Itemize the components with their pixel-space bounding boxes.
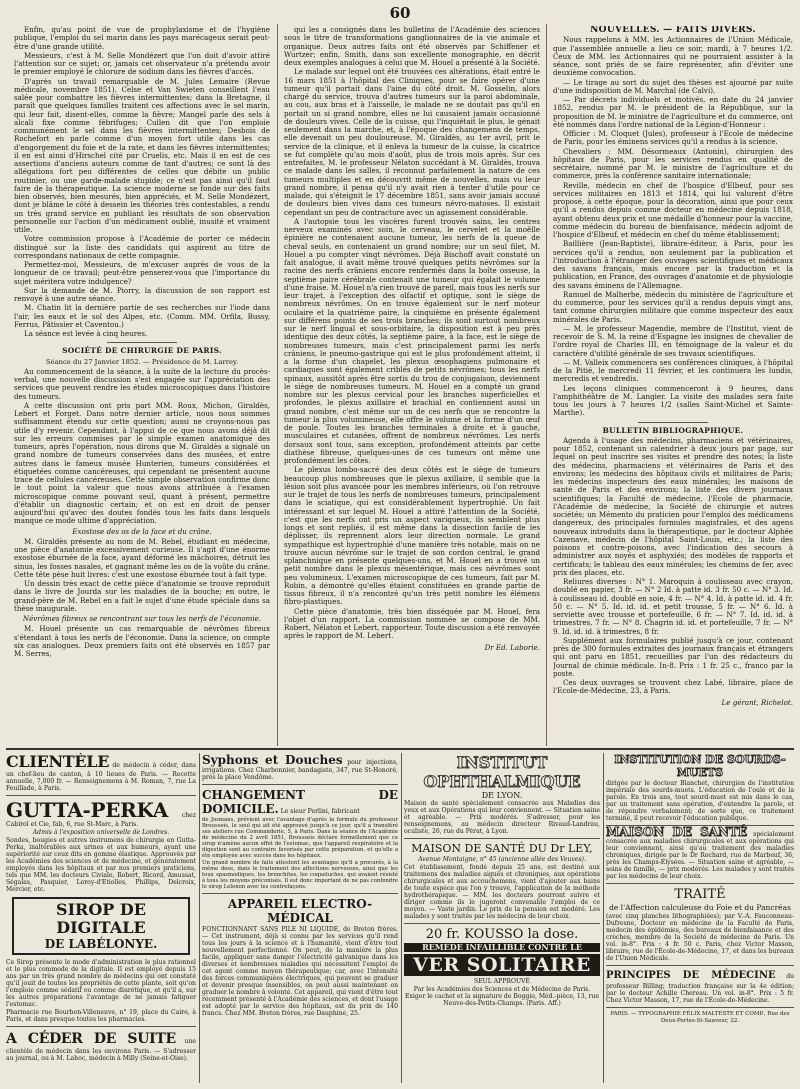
ad-column-3 xyxy=(404,753,600,1083)
paragraph: — Le tirage au sort du sujet des thèses est ajourné par suite d'une indisposition de M. Marchal (de Calvi). xyxy=(553,77,793,95)
paragraph: Cette pièce d'anatomie, très bien disséquée par M. Houel, fera l'objet d'un rapport. La commission nommée se compose de MM. Robert, Nélaton et Lebert, rapporteur. Toute discussion a été renvoyée après le rapport de M. Lebert. xyxy=(284,606,540,641)
column-rule-2 xyxy=(546,24,547,746)
paragraph: Reliures diverses : N° 1. Maroquin à coulisseau avec crayon, doublé en papier, 3 fr. — N° 2 Id. à patte id. 3 fr. 50 c. — N° 3. Id. à coulisseau id. doublé en soie, 4 fr. — N° 4. Id. à patte id. id. 4 fr. 50 c. — N° 5. Id. id. id. et petit trousse, 5 fr. — N° 6. Id. à serviette avec trousse et portefeuille, 6 fr. — N° 7. Id. id. id. à trimestres, 7 fr. — N° 8. Chagrin id. id. et portefeuille, 7 fr. — N° 9. Id. id. id. à trimestres, 8 fr. xyxy=(553,577,793,636)
paragraph: M. Giraldès présente au nom de M. Rebel, étudiant en médecine, une pièce d'anatomie excessivement curieuse. Il s'agit d'une énorme exostose éburnée de la face, ayant déformé les mâchoires, détruit les sinus, les fosses nasales, et gagnant même les os de la voûte du crâne. Cette tête pèse huit livres: c'est une exostose éburnée tout à fait type. xyxy=(14,536,270,579)
paragraph: Un dessin très exact de cette pièce d'anatomie se trouve reproduit dans le livre de Jourda sur les maladies de la bouche; en outre, le grand-père de M. Rebel en a fait le sujet d'une étude spéciale dans sa thèse inaugurale. xyxy=(14,579,270,613)
paragraph: A l'autopsie tous les viscères furent trouvés sains, les centres nerveux examinés avec soin, le cerveau, le cervelet et la moëlle épinière ne contenaient aucune tumeur, les nerfs de la queue de cheval seuls, en contenaient un grand nombre; sur un seul filet, M. Houel a pu compter vingt névrômes. Déjà Bischoff avait constaté un fait analogue, il avait même trouvé quelques petits névrômes sur la racine des nerfs crâniens encore renfermés dans la boîte osseuse, la septième paire cérébrale contenait une tumeur qui égalait le volume d'une fraise. M. Houel n'a rien trouvé de pareil, mais tous les nerfs sur leur trajet, à l'exception des olfactif et optique, sont le siège de nombreux névrômes. On en trouve également sur le nerf moteur oculaire et la quatrième paire, la cinquième en présente également sur différens points de ses trois branches; ils sont surtout nombreux sur le nerf lingual et sous-orbitaire, la disposition est à peu près identique des deux côtés, la septième paire, à la face, est le siège de nombreuses tumeurs, mais c'est principalement parmi les nerfs crâniens, le pneumo-gastrique qui est le plus profondément atteint, il a la forme d'un chapelet, les plexus œsophagiens pulmonaire et cardiaques sont également criblés de petits névrômes; tous les nerfs spinaux, aussitôt après être sortis du trou de conjugaison, deviennent le siège de nombreuses tumeurs. M. Houel en a compté un grand nombre sur les plexus cervical pour les branches superficielles et profondes, le plexus axillaire et brachial en contiennent aussi un grand nombre, c'est même sur un de ces nerfs que se rencontre la tumeur la plus volumineuse, elle offre le volume et la forme d'un œuf de poule. Toutes les branches terminales à droite et à gauche, musculaires et cutanées, offrent de nombreux névrômes. Les nerfs dorsaux sont tous, sans exception, profondément atteints par cette diathèse fibreuse, quelques-unes de ces tumeurs ont même une profondément les côtes. xyxy=(284,216,540,465)
paragraph: D'après un travail remarquable de M. Jules Lemaire (Revue médicale, novembre 1851), Celse et Van Swieten conseillent l'eau salée pour combattre les fièvres intermittentes; dans la Bretagne, il paraît que quelques familles traitent ces affections avec le sel marin, qui leur fait, disent-elles, comme la fièvre; Mangel parle des sels à alcali fixe comme fébrifuges; Cullen dit que l'on emploie communément le sel dans les fièvres intermittentes; Desbois de Rochefort en parle comme d'un moyen fort utile dans les cas d'engorgement du foie et de la rate, et dans les fièvres intermittentes; il en est ainsi d'Hirschel cité par Cruelis, etc. Mais il en est de ces assertions d'anciens auteurs comme de tant d'autres; ce sont là des allégations fort peu différentes de celles que débite un public routinier, ou une garde-malade stupide; ce n'est pas ainsi qu'il faut faire de la thérapeutique. La science moderne se fonde sur des faits bien observés, bien mesurés, bien appréciés, et M. Selle Mondézert, dont je blâme le côté à dessein les théories très contestables, a rendu un très grand service en publiant les résultats de son observation personnelle sur l'action d'un médicament oublié, inusité et vraiment utile. xyxy=(14,76,270,234)
paragraph: Agenda à l'usage des médecins, pharmaciens et vétérinaires, pour 1852, contenant un calendrier à deux jours par page, sur lequel on peut inscrire ses visites et prendre des notes; la liste des médecins, pharmaciens et vétérinaires de Paris et des environs; les médecins des hôpitaux civils et militaires de Paris; les médecins inspecteurs des eaux minérales; les maisons de santé de Paris et des environs; la liste des divers journaux scientifiques; la Faculté de médecine, l'Ecole de pharmacie, l'Académie de médecine, la Société de chirurgie et autres sociétés; un Mémento du praticien pour l'emploi des médicamens dangereux, des principales formules magistrales, et des agens nouveaux introduits dans la thérapeutique, par le docteur Alphée Cazenave, médecin de l'hôpital Saint-Louis, etc.; la liste des poisons et contre-poisons, avec l'indication des secours à administrer aux noyés et asphyxiés; des modèles de rapports et certificats; le tableau des eaux minérales; les chemins de fer, avec prix des places, etc. xyxy=(553,435,793,577)
ad-changement-text: de Josmans, prévient avec l'avantage d'après la formule du professeur Brousseis, le seul qui ait été approuvé jusqu'à ce jour, qu'il a transféré ses ateliers rue Commanderie, 5, à Paris. Dans la séance de l'Académie de médecine du 2 avril 1851, Brousseis déclare formellement que ce sirop n'amène aucun effet de l'estomac, que l'appareil respiratoire et la digestion sont au contraire favorisés par cette préparation, et qu'elle a été employée avec succès dans les hôpitaux. xyxy=(202,817,398,859)
paragraph: Le plexus lombo-sacré des deux côtés est le siège de tumeurs beaucoup plus nombreuses que le plexus axillaire, il semble que la lésion soit plus avancée pour les membres inférieurs, où l'on retrouve sur le trajet de tous les nerfs de nombreuses tumeurs, principalement dans le sciatique, qui est considérablement hypertrophié. Un fait intéressant et sur lequel M. Houel a attiré l'attention de la Société, c'est que les nerfs ont pris un aspect variqueux, ils semblent plus longs et sont repliés, il est même dans la dissection facile de les déplisser, ils reprennent alors leur direction normale. Le grand sympathique est hypertrophié d'une manière très notable, mais on ne trouve aucun névrôme sur le trajet de son cordon central, le grand splanchnique en présente quelques-uns, et M. Houel en a trouvé un petit nombre dans le plexus mésentérique, mais ces névrômes sont peu volumineux. L'examen microscopique de ces tumeurs, fait par M. Robin, a démontré qu'elles étaient constituées en grande partie de tissus fibreux, il n'a rencontré qu'un très petit nombre les élémens fibro-plastiques. xyxy=(284,465,540,607)
ad-kousso-price: 20 fr. KOUSSO la dose. xyxy=(425,927,579,942)
paragraph: — M. Valleix commencera ses conférences cliniques, à l'hôpital de la Pitié, le mercredi 11 février, et les continuera les lundis, mercredis et vendredis. xyxy=(553,357,793,384)
ad-column-4 xyxy=(606,753,794,1083)
ad-column-2 xyxy=(202,753,398,1083)
ad-institut-text: Maison de santé spécialement consacrée aux Maladies des yeux et aux Opérations qui leur conviennent. — Situation saine et agréable. — Prix modérés. S'adresser, pour les renseignemens, au médecin directeur Rivaud-Landrau, oculiste, 26, rue du Pérat, à Lyon. xyxy=(404,800,600,835)
paragraph: M. Houel présente un cas remarquable de névrômes fibreux s'étendant à tous les nerfs de l'économie. Dans la science, on compte six cas analogues. Deux premiers faits ont été observés en 1857 par M. Serres, xyxy=(14,624,270,658)
divider xyxy=(6,1026,196,1027)
ad-principes-title: PRINCIPES DE MÉDECINE xyxy=(606,970,776,981)
ad-kousso-approved: SEUL APPROUVÉ xyxy=(474,978,530,985)
paragraph: Votre commission propose à l'Académie de porter ce médecin distingué sur la liste des candidats qui aspirent au titre de correspondans nationaux de cette compagnie. xyxy=(14,234,270,260)
ad-changement-text2: Un grand nombre de faits attestent les avantages qu'il a procurés, à la même dose, dans le traitement des affections nerveuses, ainsi que les toux spasmodiques, les bronchites, les coqueluches, qui avaient résisté à tous les moyens préconisés. Il est donc important de ne pas confondre le sirop Lelenon avec les contrefaçons. xyxy=(202,860,398,890)
paragraph: Enfin, qu'au point de vue de prophylaxisme et de l'hygiène publique, l'emploi du sel marin dans les pays marécageux serait peut-être d'une grande utilité. xyxy=(14,26,270,51)
subheading: Exostose des os de la face et du crâne. xyxy=(72,526,212,536)
divider xyxy=(202,784,398,785)
divider xyxy=(404,838,600,839)
gerant-signature: Le gérant, Richelot. xyxy=(721,697,793,707)
paragraph: Ramuel de Malherbe, médecin du ministère de l'agriculture et du commerce, pour les services qu'il a rendus depuis vingt ans, tant comme chirurgien militaire que comme inspecteur des eaux minérales de Paris. xyxy=(553,289,793,324)
paragraph: Permettez-moi, Messieurs, de m'excuser auprès de vous de la longueur de ce travail; peut-être penserez-vous que l'importance du sujet méritera votre indulgence? xyxy=(14,260,270,286)
paragraph: Messieurs, c'est à M. Selle Mondézert que l'on doit d'avoir attiré l'attention sur ce sujet; or, jamais cet observateur n'a prétendu avoir le premier employé le chlorure de sodium dans les fièvres d'accès. xyxy=(14,50,270,77)
ad-column-rule xyxy=(603,753,604,1083)
ad-sirop-text: Ce Sirop présente le mode d'administration le plus rationnel et le plus commode de la digitale. Il est employé depuis 15 ans par un très grand nombre de médecins qui ont constaté qu'il jouit de toutes les propriétés de cette plante, soit qu'on l'emploie comme sédatif ou comme diurétique, et qu'il a, sur les autres préparations l'avantage de ne jamais fatiguer l'estomac. xyxy=(6,959,196,1008)
ad-gutta-text: Sondes, bougies et autres instrumens de chirurgie en Gutta-Perka, inaltérables aux urines et aux humeurs, ayant une supériorité sur ceux dits en gomme élastique. Approuvés par les Académies des sciences et de médecine, et généralement employés dans les hôpitaux et par nos premiers praticiens, tels que MM. les docteurs Civiale, Robert, Ricord, Amussat, Ségalas, Pasquier, Leroy-d'Etiolles, Phillips, Delcroix, Mercier, etc. xyxy=(6,837,196,893)
section-title: SOCIÉTÉ DE CHIRURGIE DE PARIS. xyxy=(62,346,222,356)
ads-top-rule xyxy=(6,748,794,750)
paragraph: — Par décrets individuels et motivés, en date du 24 janvier 1852, rendus par M. le président de la République, sur la proposition de M. le ministre de l'agriculture et du commerce, ont été nommés dans l'ordre national de la Légion-d'Honneur : xyxy=(553,95,793,129)
ad-ceder-text: une clientèle de médecin dans les environs Paris. — S'adresser au journal, ou à M. Lahoc, médecin à Milly (Seine-et-Oise). xyxy=(6,1038,196,1062)
divider xyxy=(404,923,600,924)
ad-changement-sub: Le sieur Perlini, fabricant xyxy=(280,808,360,815)
paragraph: Reville, médecin en chef de l'hospice d'Elbeuf, pour ses services militaires en 1813 et 1814, qui lui valurent d'être proposé, à cette époque, pour la décoration, ainsi que pour ceux qu'il a rendus depuis comme docteur en médecine depuis 1818, ayant obtenu deux prix et une médaille d'honneur pour la vaccine, comme médecin du bureau de bienfaisance, médecin adjoint de l'hospice d'Elbeuf, et médecin en chef du même établissement; xyxy=(553,180,793,239)
ad-ceder-title: A CÉDER DE SUITE xyxy=(6,1031,176,1047)
ad-column-rule xyxy=(199,753,200,1083)
ad-clientele-title: CLIENTÈLE xyxy=(6,753,110,771)
ad-traite-text: (avec cinq planches lithographiées); par V.-A. Fauconneau-Dufresne, Docteur en médecine de la Faculté de Paris, médecin des épidémies, des bureaux de bienfaisance et des crèches, membre de la Société de médecine de Paris. Un vol. in-8°. Prix : 4 fr. 50 c. Paris, chez Victor Masson, libraire, rue de l'École-de-Médecine, 17, et dans les bureaux de l'Union Médicale. xyxy=(606,913,794,962)
ad-traite-title: TRAITÉ xyxy=(674,887,726,902)
ad-gutta-title: GUTTA-PERKA xyxy=(6,798,168,822)
paragraph: Au commencement de la séance, à la suite de la lecture du procès-verbal, une nouvelle discussion s'est engagée sur l'appréciation des services que peuvent rendre les études microscopiques dans l'histoire des tumeurs. xyxy=(14,366,270,401)
column-right xyxy=(553,26,793,746)
column-middle xyxy=(284,26,540,746)
section-title: NOUVELLES. — FAITS DIVERS. xyxy=(590,26,756,35)
ad-clientele-text: de médecin à céder, dans un chef-lieu de canton, à 10 lieues de Paris. — Recette annuelle, 7,000 fr. — Renseignemens à M. Roman, 7, rue La Feuillade, à Paris. xyxy=(6,762,196,792)
ad-syphons-title: Syphons et Douches xyxy=(202,753,343,767)
ad-kousso-banner: VER SOLITAIRE xyxy=(404,954,600,976)
ad-syphons-text: pour injections, irrigations. Chez Charbonnier, bandagiste, 347, rue St-Honoré, près la place Vendôme. xyxy=(202,759,398,781)
ad-traite-subtitle: de l'Affection calculeuse du Foie et du Pancréas xyxy=(609,903,791,912)
column-left xyxy=(14,26,270,746)
ad-appareil-text: FONCTIONNANT SANS PILE NI LIQUIDE, de Breton frères. — Cet instrument, déjà si connu par les services qu'il rend tous les jours à la science et à l'humanité, vient d'être tout nouvellement perfectionné. On peut, de la manière la plus facile, appliquer sans danger l'électricité galvanique dans les diverses et nombreuses maladies qui nécessitent l'emploi de cet agent comme moyen thérapeutique; car, avec l'intensité des forces communiquées électriques, qui peuvent se graduer et devenir presque insensibles, on peut aussi maintenant en graduer le nombre à volonté. Cet appareil, qui vient d'être tout récemment présenté à l'Académie des sciences, et dont l'usage est adopté par le service des hôpitaux, est du prix de 140 francs. Chez MM. Breton frères, rue Dauphine, 25. xyxy=(202,926,398,1017)
paragraph: M. Chatin lit la dernière partie de ses recherches sur l'iode dans l'air, les eaux et le sol des Alpes, etc. (Comm. MM. Orfila, Bussy, Ferrus, Pâtissier et Caventou.) xyxy=(14,303,270,329)
divider xyxy=(6,795,196,796)
divider xyxy=(638,422,708,423)
paragraph: La séance est levée à cinq heures. xyxy=(24,329,148,338)
paragraph: Ces deux ouvrages se trouvent chez Labé, libraire, place de l'Ecole-de-Médecine, 23, à Paris. xyxy=(553,678,793,696)
paragraph: Supplément aux formulaires publié jusqu'à ce jour, contenant près de 300 formules extraites des journaux français et étrangers qui ont paru en 1851, recueillies par l'un des rédacteurs du Journal de chimie médicale. In-8. Prix : 1 fr. 25 c., franco par la poste. xyxy=(553,635,793,678)
paragraph: Le malade sur lequel ont été trouvées ces altérations, était entré le 16 mars 1851 à l'hôpital des Cliniques, pour se faire opérer d'une tumeur qu'il portait dans l'aine du côté droit. M. Gosselin, alors chargé du service, trouva d'autres tumeurs sur la paroi abdominale, au cou, aux bras et à l'aisselle, le malade ne se doutait pas qu'il en portait un si grand nombre, elles ne lui causaient jamais occasionné de douleurs vives. Celle de la cuisse, qui l'inquiétait le plus, le génait seulement dans la marche, et, à l'époque des changemens de temps, elle devenait un peu douloureuse. M. Giraldès, au 1er avril, prit le service de la clinique, et il enleva la tumeur de la cuisse, la cicatrice se fut complète qu'au mois d'août, plus de trois mois après. Sur ces entrefaites, M. le professeur Nélaton succédant à M. Giraldès, trouva ce malade dans les salles, il reconnut parfaitement la nature de ces tumeurs multiples et en découvrit même de nouvelles, mais vu leur grand nombre, il pensa qu'il n'y avait rien à tenter d'utile pour ce malade, qui s'éteignit le 17 décembre 1851, sans avoir jamais accusé de douleurs bien vives dans ces tumeurs névro-matoses. Il existait cependant un peu de contracture avec un agissement considérable. xyxy=(284,67,540,217)
paragraph: Sur la demande de M. Piorry, la discussion de son rapport est renvoyé à une autre séance. xyxy=(14,285,270,303)
ad-institution-title: INSTITUTION DE SOURDS-MUETS xyxy=(614,753,786,779)
divider xyxy=(606,965,794,966)
ad-maison-sante-text: spécialement consacrée aux maladies chirurgicales et aux opérations qui leur conviennent, ainsi qu'au traitement des maladies chroniques, dirigée par le Dr Rochard, rue de Marbeuf, 36, près les Champs-Élysées. — Situation saine et agréable, — soins de famille, — prix modérés. Les malades y sont traités par les médecins de leur choix. xyxy=(606,831,794,880)
ad-kousso-text: Par les Académies des Sciences et de Médecine de Paris. Exiger le cachet et la signature de Boggio, Méd.-pièce, 13, rue Neuve-des-Petits-Champs. (Paris. Aff.) xyxy=(405,986,599,1007)
ad-column-rule xyxy=(401,753,402,1083)
imprint: PARIS. — TYPOGRAPHIE FÉLIX MALTESTE ET COMP., Rue des Deux-Portes-St-Sauveur, 22. xyxy=(610,1011,790,1024)
subheading: Névrômes fibreux se rencontrant sur tous les nerfs de l'économie. xyxy=(22,614,262,623)
divider xyxy=(107,342,177,343)
divider xyxy=(606,1007,794,1008)
section-title: BULLETIN BIBLIOGRAPHIQUE. xyxy=(602,425,744,435)
page-number: 60 xyxy=(389,4,411,22)
divider xyxy=(202,893,398,894)
ad-institut-title: INSTITUT OPHTHALMIQUE xyxy=(423,753,581,791)
ad-principes-text: du professeur Billing; traduction française sur la 4e édition; par le docteur Achille Chereau. Un vol. in-8°. Prix : 5 fr. Chez Victor Masson, 17, rue de l'École-de-Médecine. xyxy=(606,973,794,1004)
ad-maison-ley-address: Avenue Montaigne, n° 45 (ancienne allée des Veuves). xyxy=(418,856,586,863)
paragraph: — M. le professeur Magendie, membre de l'Institut, vient de recevoir de S. M. la reine d'Espagne les insignes de chevalier de l'ordre royal de Charles III, en témoignage de la valeur et du caractère d'utilité générale de ses travaux scientifiques. xyxy=(553,323,793,358)
ad-gutta-sub: chez Cabirol et Cie, fab, 6, rue St-Marc, à Paris. xyxy=(6,812,196,828)
divider xyxy=(606,883,794,884)
column-rule-1 xyxy=(277,24,278,746)
section-subtitle: Séance du 27 Janvier 1852. — Présidence de M. Larrey. xyxy=(45,357,239,366)
paragraph: Chevaliers : MM. Désormeaux (Antonin), chirurgien des hôpitaux de Paris, pour les services rendus en qualité de secrétaire, nommé par M. le ministre de l'agriculture et du commerce, près la conférence sanitaire internationale; xyxy=(553,146,793,181)
ad-sirop-title: SIROP DE DIGITALE xyxy=(56,900,146,937)
ad-sirop-pharmacy: Pharmacie rue Bourbon-Villeneuve, n° 19, place du Caire, à Paris, et dans presque toutes les pharmacies. xyxy=(6,1009,196,1023)
ad-institution-text: dirigée par le docteur Blanchet, chirurgien de l'institution impériale des sourds-muets. L'éducation de l'ouïe et de la parole. En trois ans, tout sourd-muet est mis dans le cas, par un traitement sans opération, d'entendre la parole, et de répondre verbalement; de sorte que, ce traitement terminé, il peut recevoir l'éducation publique. xyxy=(606,780,794,822)
ad-institut-subtitle: DE LYON. xyxy=(481,791,523,800)
signature: Dr Ed. Laborie. xyxy=(484,642,540,652)
ad-maison-sante-title: MAISON DE SANTÉ xyxy=(606,825,748,839)
ad-column-1 xyxy=(6,753,196,1083)
ad-sirop-subtitle: DE LABÉLONYE. xyxy=(44,937,158,951)
ad-gutta-admis: Admis à l'exposition universelle de Londres. xyxy=(32,829,170,836)
paragraph: A cette discussion ont pris part MM. Roux, Michon, Giraldès, Lebert et Forget. Dans notre dernier article, nous nous sommes suffisamment étendu sur cette question; aussi ne croyons-nous pas utile d'y revenir. Cependant, à l'appui de ce que nous avons déjà dit sur les erreurs commises par le simple examen anatomique des tumeurs, après l'opération, nous dirons que M. Giraldès a signalé un grand nombre de tumeurs conservées dans des musées, et entre autres dans le fameux musée Hunterien, tumeurs considérées et étiquetées comme cancéreuses, qui cependant ne présentent aucune trace de cellules cancéreuses. Cette simple observation confirme donc le tout point la valeur que nous avons attribuée à l'examen microscopique comme pouvant seul, quant à présent, permettre d'établir un diagnostic certain; et on est en droit de penser aujourd'hui qu'avec des doutes fondés tous les faits dans lesquels manque ce mode ultime d'appréciation. xyxy=(14,400,270,526)
ad-kousso-banner-top: REMÈDE INFAILLIBLE CONTRE LE xyxy=(404,943,600,952)
ad-sirop-box xyxy=(12,897,190,955)
paragraph: Officier : M. Cloquet (Jules), professeur à l'Ecole de médecine de Paris, pour les éminens services qu'il a rendus à la science. xyxy=(553,129,793,147)
paragraph: Les leçons cliniques commenceront à 9 heures, dans l'amphithéâtre de M. Langier. La visite des malades sera faite tous les jours à 7 heures 1/2 (salles Saint-Michel et Sainte-Marthe). xyxy=(553,383,793,418)
ad-changement-title: CHANGEMENT DE DOMICILE. xyxy=(202,788,398,816)
paragraph: qui les a consignés dans les bulletins de l'Académie des sciences sous le titre de transformations ganglionnaires de la vie animale et organique. Deux autres faits ont été observés par Schiffener et Wurtzer; enfin, Smith, dans son excellente monographie, en décrit deux exemples analogues à celui que M. Houel a présenté à la Société. xyxy=(284,26,540,67)
paragraph: Baillière (Jean-Baptiste), libraire-éditeur, à Paris, pour les services qu'il a rendus, non seulement par la publication et l'introduction à l'étranger des ouvrages scientifiques et médicaux des savans français, mais encore par la traduction et la publication, en France, des ouvrages d'anatomie et de physiologie des savans éminens de l'Allemagne. xyxy=(553,239,793,290)
ad-maison-ley-text: Cet établissement, fondé depuis 25 ans, est destiné aux traitemens des maladies aiguës et chroniques, aux opérations chirurgicales et aux accouchemens, vient d'ajouter aux bains de toute espèce que l'on y trouve, l'application de la méthode hydrothérapique. — MM. les docteurs pourront suivre et diriger comme ils le jugeront convenable l'emploi de ce moyen. — Vaste jardin. Le prix de la pension est modéré. Les malades y sont traités par les médecins de leur choix. xyxy=(404,864,600,920)
ad-appareil-title: APPAREIL ELECTRO-MÉDICAL xyxy=(227,897,373,925)
paragraph: Nous rappelons à MM. les Actionnaires de l'Union Médicale, que l'assemblée annuelle a lieu ce soir, mardi, à 7 heures 1/2. Ceux de MM. les Actionnaires qui ne pourraient assister à la séance, sont priés de se faire représenter, afin d'éviter une deuxième convocation. xyxy=(553,35,793,78)
advertisements xyxy=(6,753,794,1083)
ad-maison-ley-title: MAISON DE SANTÉ DU Dr LEY, xyxy=(411,842,593,855)
